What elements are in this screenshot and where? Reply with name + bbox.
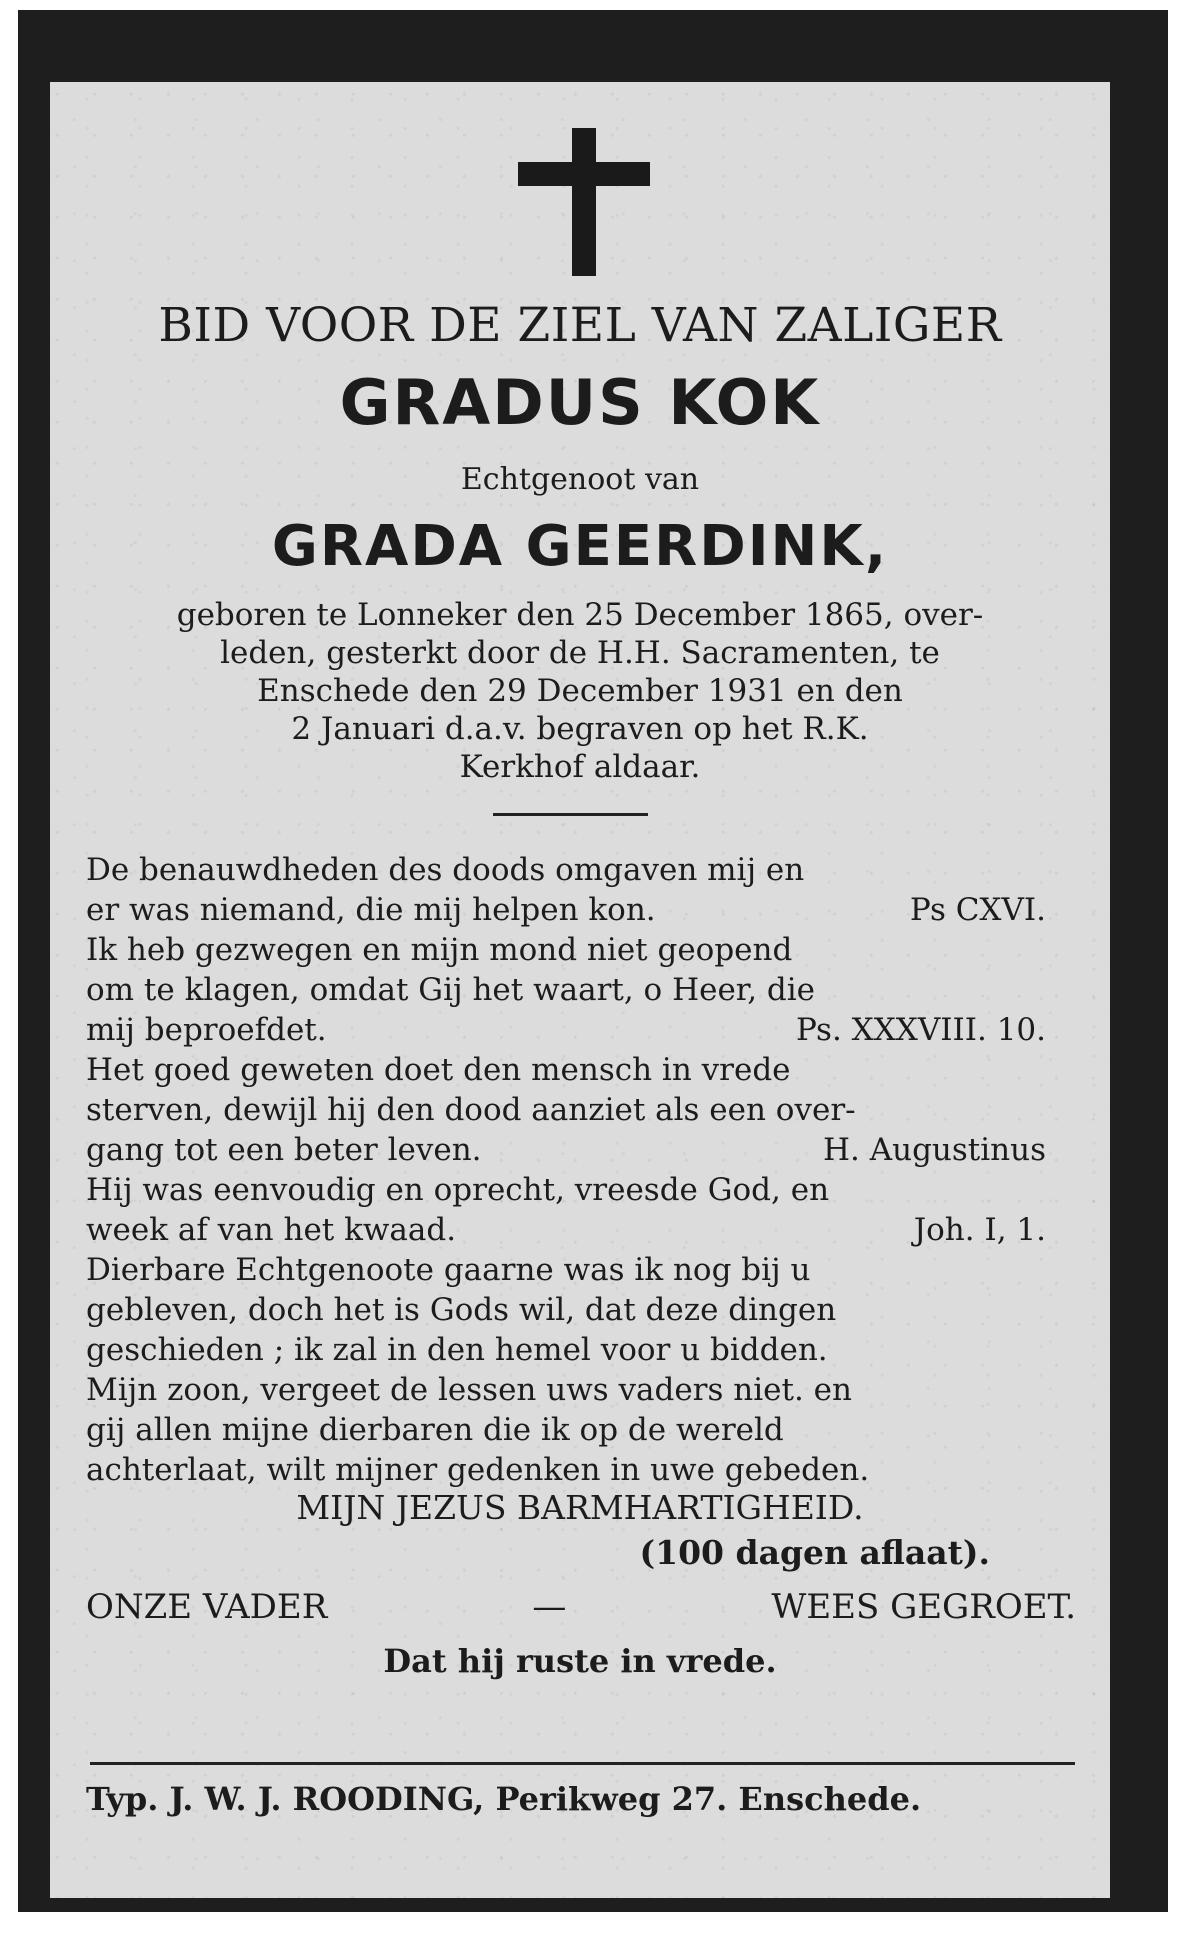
verse-text: gang tot een beter leven. <box>86 1132 482 1168</box>
deceased-name: GRADUS KOK <box>339 366 821 439</box>
prayer-title: MIJN JEZUS BARMHARTIGHEID. <box>296 1488 864 1527</box>
verse-text: sterven, dewijl hij den dood aanziet als een over- <box>86 1092 856 1128</box>
closing-left: ONZE VADER <box>86 1587 328 1627</box>
verse-text: week af van het kwaad. <box>86 1212 457 1248</box>
spouse-label: Echtgenoot van <box>460 462 700 497</box>
closing-right: WEES GEGROET. <box>771 1587 1076 1627</box>
verse-line <box>86 890 1076 930</box>
rest-line: Dat hij ruste in vrede. <box>383 1642 777 1680</box>
spouse-name: GRADA GEERDINK, <box>271 514 889 579</box>
bio-line: leden, gesterkt door de H.H. Sacramenten, te <box>220 635 940 671</box>
divider <box>493 813 648 816</box>
heading: BID VOOR DE ZIEL VAN ZALIGER <box>158 298 1002 353</box>
verse-text: Mijn zoon, vergeet de lessen uws vaders niet. en <box>86 1372 852 1408</box>
verse-line <box>86 970 1076 1010</box>
verse-text: om te klagen, omdat Gij het waart, o Heer, die <box>86 972 816 1008</box>
verse-text: De benauwdheden des doods omgaven mij en <box>86 852 805 888</box>
bio-line: Kerkhof aldaar. <box>459 749 701 785</box>
verse-text: Dierbare Echtgenoote gaarne was ik nog bij u <box>86 1252 811 1288</box>
verse-line <box>86 1330 1076 1370</box>
verse-text: er was niemand, die mij helpen kon. <box>86 892 656 928</box>
verse <box>86 1050 1076 1170</box>
bio-line: 2 Januari d.a.v. begraven op het R.K. <box>291 711 869 747</box>
verse-ref: Ps CXVI. <box>909 892 1046 928</box>
verse-line <box>86 1370 1076 1410</box>
printer-credit: Typ. J. W. J. ROODING, Perikweg 27. Enschede. <box>86 1780 922 1818</box>
closing-prayers <box>86 1582 1076 1632</box>
verse-text: gebleven, doch het is Gods wil, dat deze dingen <box>86 1292 837 1328</box>
verse <box>86 930 1076 1050</box>
bio-line: Enschede den 29 December 1931 en den <box>257 673 903 709</box>
prayer-block <box>50 1484 1110 1574</box>
cross-icon-bar <box>518 162 650 186</box>
verse-line <box>86 1210 1076 1250</box>
verse <box>86 1170 1076 1250</box>
verse-line <box>86 1050 1076 1090</box>
verse-line <box>86 1130 1076 1170</box>
divider <box>90 1762 1075 1765</box>
verse-line <box>86 1170 1076 1210</box>
bio-line: geboren te Lonneker den 25 December 1865, over- <box>176 597 984 633</box>
verse-text: geschieden ; ik zal in den hemel voor u bidden. <box>86 1332 828 1368</box>
verse-line <box>86 1250 1076 1290</box>
verse-text: gij allen mijne dierbaren die ik op de wereld <box>86 1412 784 1448</box>
verse-ref: Ps. XXXVIII. 10. <box>796 1012 1046 1048</box>
verse-text: Ik heb gezwegen en mijn mond niet geopend <box>86 932 793 968</box>
verse-line <box>86 1010 1076 1050</box>
verse-line <box>86 1410 1076 1450</box>
verse-line <box>86 1290 1076 1330</box>
verse-line <box>86 1090 1076 1130</box>
prayer-note: (100 dagen aflaat). <box>639 1533 990 1572</box>
verse <box>86 850 1076 930</box>
verse-line <box>86 850 1076 890</box>
verse-text: Het goed geweten doet den mensch in vrede <box>86 1052 791 1088</box>
verse <box>86 1250 1076 1490</box>
verse-text: Hij was eenvoudig en oprecht, vreesde God, en <box>86 1172 830 1208</box>
cross-icon <box>572 128 596 276</box>
verse-line <box>86 930 1076 970</box>
verse-ref: Joh. I, 1. <box>913 1212 1046 1248</box>
closing-dash: — <box>532 1587 567 1627</box>
verse-ref: H. Augustinus <box>822 1132 1046 1168</box>
verse-text: achterlaat, wilt mijner gedenken in uwe gebeden. <box>86 1452 870 1488</box>
biography <box>50 596 1110 786</box>
memorial-card <box>50 82 1110 1898</box>
verse-text: mij beproefdet. <box>86 1012 327 1048</box>
